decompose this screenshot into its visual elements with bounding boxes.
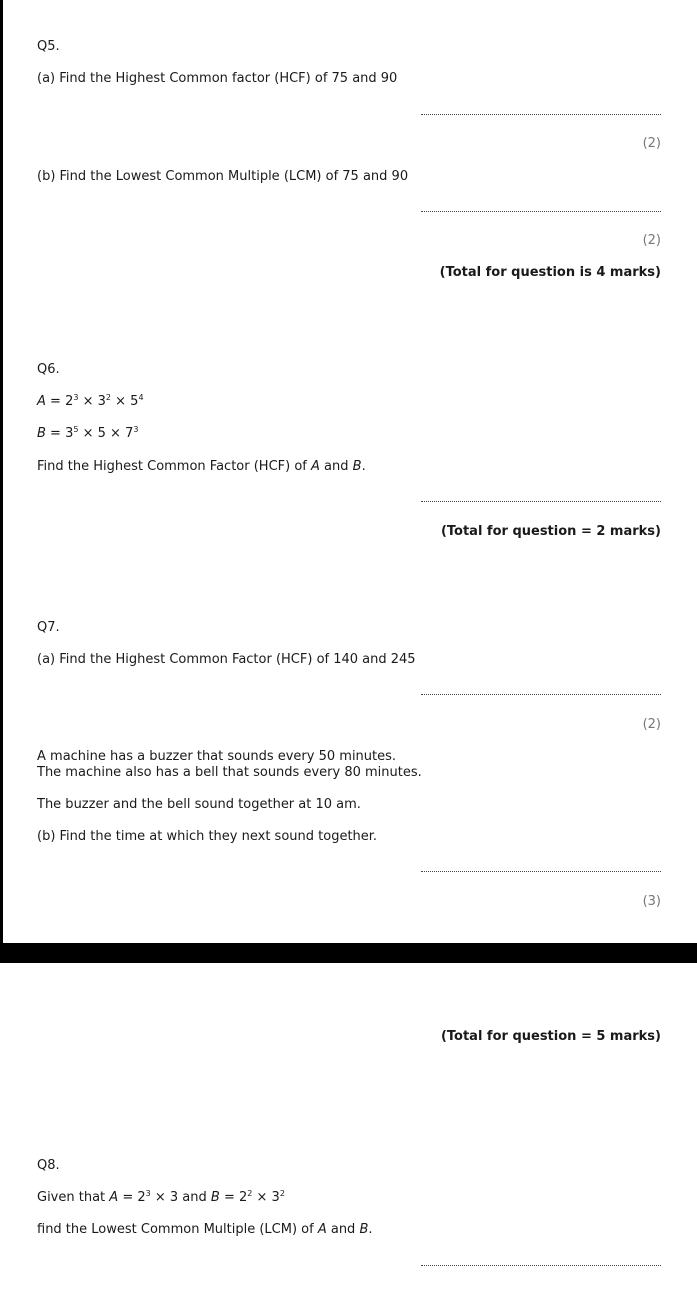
q6-equation-b: $B = 3^5 \times 5 \times 7^3$ <box>37 425 139 441</box>
q8-answer-line[interactable] <box>421 1265 661 1266</box>
q7-context-line-1: A machine has a buzzer that sounds every 50 minutes. <box>37 749 397 764</box>
q6-number: Q6. <box>37 362 60 377</box>
q7-context-line-2: The machine also has a bell that sounds every 80 minutes. <box>37 765 422 780</box>
q7-part-a: (a) Find the Highest Common Factor (HCF) of 140 and 245 <box>37 652 416 667</box>
q7-part-a-answer-line[interactable] <box>421 694 661 695</box>
q8-given: Given that $A = 2^3 \times 3$ and $B = 2^2 \times 3^2$ <box>37 1189 285 1205</box>
page-break-bar <box>0 943 697 963</box>
q8-prompt: find the Lowest Common Multiple (LCM) of A and B. <box>37 1222 373 1237</box>
q5-number: Q5. <box>37 39 60 54</box>
q5-part-b: (b) Find the Lowest Common Multiple (LCM) of 75 and 90 <box>37 169 409 184</box>
q6-answer-line[interactable] <box>421 501 661 502</box>
q5-part-b-answer-line[interactable] <box>421 211 661 212</box>
q7-part-b-answer-line[interactable] <box>421 871 661 872</box>
q7-part-b-marks: (3) <box>642 894 661 909</box>
q6-total: (Total for question = 2 marks) <box>440 524 661 539</box>
q7-context-line-3: The buzzer and the bell sound together at 10 am. <box>37 797 361 812</box>
q6-equation-a: $A = 2^3 \times 3^2 \times 5^4$ <box>37 393 144 409</box>
q5-total: (Total for question is 4 marks) <box>439 265 661 280</box>
q5-part-a-answer-line[interactable] <box>421 114 661 115</box>
q8-number: Q8. <box>37 1158 60 1173</box>
q7-number: Q7. <box>37 620 60 635</box>
q5-part-b-marks: (2) <box>642 233 661 248</box>
q7-part-a-marks: (2) <box>642 717 661 732</box>
q5-part-a: (a) Find the Highest Common factor (HCF) of 75 and 90 <box>37 71 398 86</box>
q7-total: (Total for question = 5 marks) <box>440 1029 661 1044</box>
q7-part-b: (b) Find the time at which they next sound together. <box>37 829 378 844</box>
q5-part-a-marks: (2) <box>642 136 661 151</box>
left-edge-bar <box>0 0 3 943</box>
q6-prompt: Find the Highest Common Factor (HCF) of A and B. <box>37 459 366 474</box>
